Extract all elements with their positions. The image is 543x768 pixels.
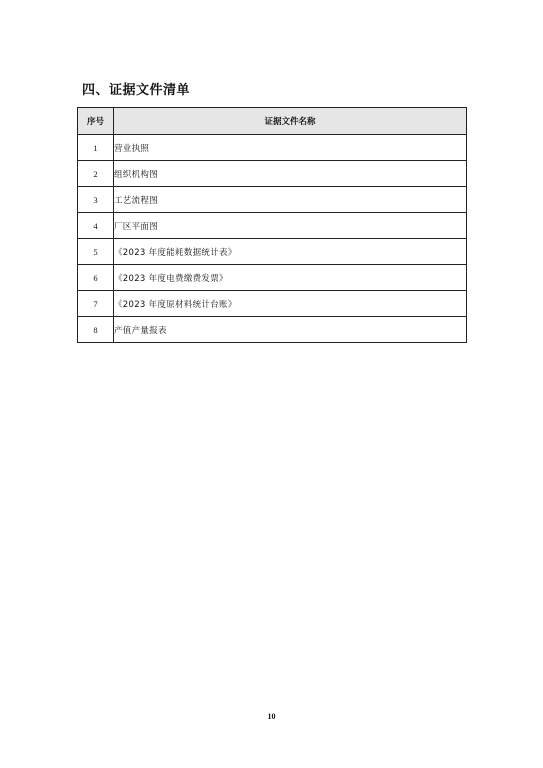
row-number: 3 bbox=[78, 187, 114, 213]
row-number: 4 bbox=[78, 213, 114, 239]
table-row bbox=[78, 161, 467, 187]
file-name: 产值产量报表 bbox=[114, 317, 467, 343]
row-number: 8 bbox=[78, 317, 114, 343]
file-name: 《2023 年度能耗数据统计表》 bbox=[114, 239, 467, 265]
table-row bbox=[78, 187, 467, 213]
row-number: 2 bbox=[78, 161, 114, 187]
table-header-row bbox=[78, 108, 467, 135]
file-name: 营业执照 bbox=[114, 135, 467, 161]
column-header-name: 证据文件名称 bbox=[114, 108, 467, 135]
file-name: 工艺流程图 bbox=[114, 187, 467, 213]
table-row bbox=[78, 265, 467, 291]
column-header-no: 序号 bbox=[78, 108, 114, 135]
table-row bbox=[78, 213, 467, 239]
table-row bbox=[78, 135, 467, 161]
table-row bbox=[78, 291, 467, 317]
row-number: 6 bbox=[78, 265, 114, 291]
file-name: 厂区平面图 bbox=[114, 213, 467, 239]
row-number: 7 bbox=[78, 291, 114, 317]
file-name: 《2023 年度电费缴费发票》 bbox=[114, 265, 467, 291]
section-heading: 四、证据文件清单 bbox=[82, 83, 191, 98]
file-name: 组织机构图 bbox=[114, 161, 467, 187]
row-number: 1 bbox=[78, 135, 114, 161]
table-row bbox=[78, 317, 467, 343]
row-number: 5 bbox=[78, 239, 114, 265]
page-number: 10 bbox=[267, 712, 276, 721]
file-name: 《2023 年度原材料统计台账》 bbox=[114, 291, 467, 317]
evidence-file-table bbox=[77, 107, 467, 343]
table-row bbox=[78, 239, 467, 265]
